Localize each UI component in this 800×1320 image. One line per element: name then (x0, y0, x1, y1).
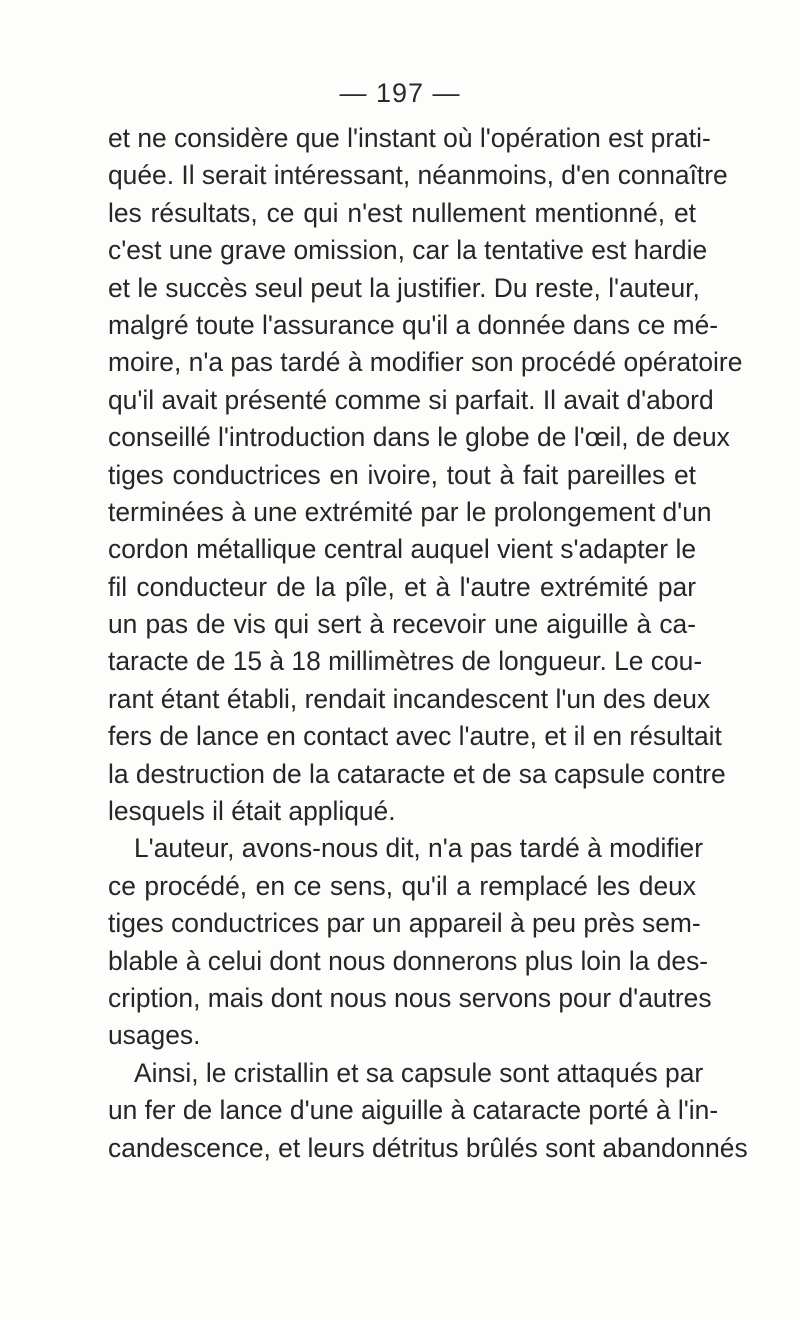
text-line: conseillé l'introduction dans le globe de l'œil, de deux (108, 422, 730, 453)
text-line: c'est une grave omission, car la tentative est hardie (108, 235, 708, 266)
page-number: — 197 — (339, 78, 461, 108)
text-line: cordon métallique central auquel vient s'adapter le (108, 534, 696, 565)
text-line: un fer de lance d'une aiguille à cataracte porté à l'in- (108, 1095, 719, 1126)
text-line: qu'il avait présenté comme si parfait. Il avait d'abord (108, 384, 714, 415)
text-line: malgré toute l'assurance qu'il a donnée dans ce mé- (108, 309, 719, 340)
text-line: un pas de vis qui sert à recevoir une aiguille à ca- (108, 609, 696, 640)
text-line: Ainsi, le cristallin et sa capsule sont attaqués par (134, 1057, 704, 1088)
text-line: taracte de 15 à 18 millimètres de longueur. Le cou- (108, 646, 703, 677)
text-line: fil conducteur de la pîle, et à l'autre extrémité par (108, 571, 696, 602)
text-line: candescence, et leurs détritus brûlés sont abandonnés (108, 1132, 748, 1163)
body-text (108, 120, 748, 1167)
text-line: fers de lance en contact avec l'autre, et il en résultait (108, 721, 722, 752)
text-line: quée. Il serait intéressant, néanmoins, d'en connaître (108, 160, 728, 191)
text-line: moire, n'a pas tardé à modifier son procédé opératoire (108, 347, 743, 378)
text-line: la destruction de la cataracte et de sa capsule contre (108, 758, 726, 789)
text-line: et ne considère que l'instant où l'opération est prati- (108, 123, 711, 153)
text-line: cription, mais dont nous nous servons pour d'autres (108, 982, 712, 1013)
text-line: rant étant établi, rendait incandescent l'un des deux (108, 683, 711, 714)
text-line: tiges conductrices par un appareil à peu près sem- (108, 908, 701, 939)
text-line: lesquels il était appliqué. (108, 796, 396, 827)
text-line: les résultats, ce qui n'est nullement mentionné, et (108, 197, 696, 228)
text-line: blable à celui dont nous donnerons plus loin la des- (108, 945, 709, 976)
text-line: usages. (108, 1020, 201, 1051)
text-line: tiges conductrices en ivoire, tout à fait pareilles et (108, 459, 696, 490)
text-line: terminées à une extrémité par le prolongement d'un (108, 496, 712, 527)
text-line: ce procédé, en ce sens, qu'il a remplacé les deux (108, 870, 696, 901)
text-line: L'auteur, avons-nous dit, n'a pas tardé à modifier (134, 833, 704, 864)
text-line: et le succès seul peut la justifier. Du reste, l'auteur, (108, 272, 700, 303)
